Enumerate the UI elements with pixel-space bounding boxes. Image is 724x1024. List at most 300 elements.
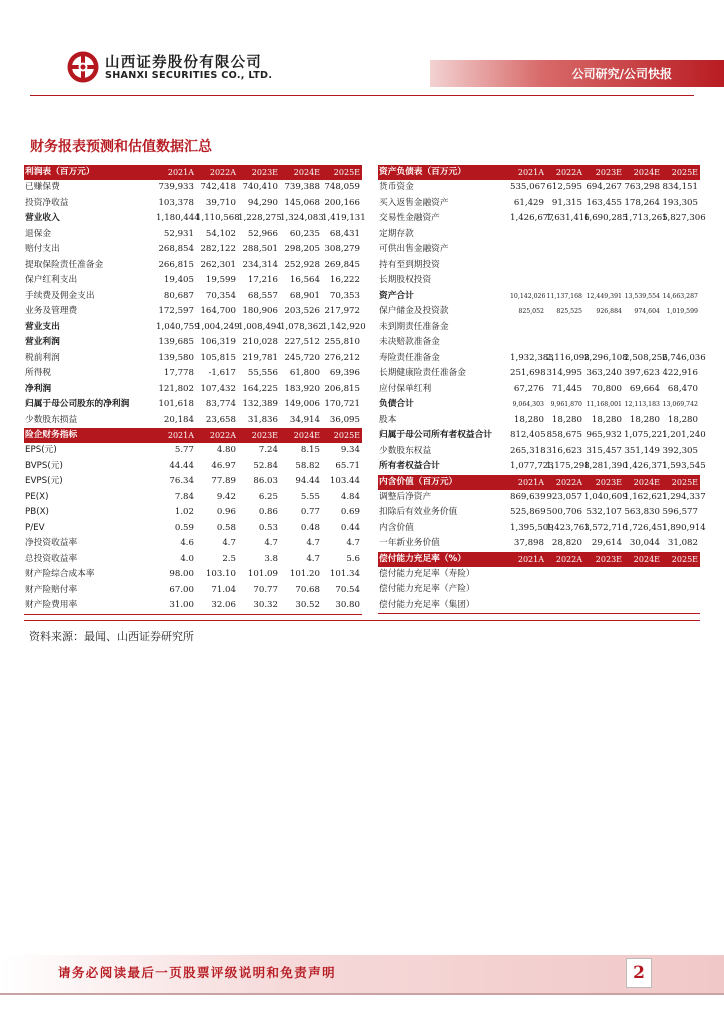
value-cell: 1,162,621 xyxy=(624,491,668,502)
row-label: 内含价值 xyxy=(379,522,414,533)
value-cell: 4.7 xyxy=(306,538,320,548)
footer-disclaimer: 请务必阅读最后一页股票评级说明和免责声明 xyxy=(58,965,337,980)
row-label: 买入返售金融资产 xyxy=(379,197,449,208)
value-cell: 20,184 xyxy=(163,414,194,425)
page-header xyxy=(0,0,724,100)
value-cell: 694,267 xyxy=(586,182,622,192)
value-cell: 314,995 xyxy=(546,368,582,378)
row-label: 财产险费用率 xyxy=(24,598,156,614)
value-cell: 70,353 xyxy=(329,290,360,301)
row-label: 少数股东权益 xyxy=(379,445,432,456)
value-cell: 30.52 xyxy=(280,598,322,614)
value-cell xyxy=(584,273,624,289)
table-row xyxy=(378,397,700,413)
value-cell: 392,305 xyxy=(662,445,698,456)
value-cell: 532,107 xyxy=(586,507,622,517)
value-cell: 269,845 xyxy=(324,259,360,270)
table-row xyxy=(378,413,700,429)
row-label: 股本 xyxy=(379,414,397,425)
value-cell: 4.7 xyxy=(222,538,236,548)
value-cell: 926,884 xyxy=(596,308,622,315)
value-cell: 265,318 xyxy=(510,445,546,456)
row-label: 所得税 xyxy=(25,368,52,378)
value-cell: 13,069,742 xyxy=(662,401,698,408)
value-cell: 132,389 xyxy=(242,399,278,409)
value-cell: 28,820 xyxy=(551,538,582,548)
value-cell xyxy=(624,258,662,274)
table-row xyxy=(378,258,700,274)
row-label: EPS(元) xyxy=(25,445,57,455)
value-cell: 1,040,609 xyxy=(584,491,628,502)
value-cell: 23,658 xyxy=(205,414,236,425)
value-cell: 163,455 xyxy=(586,197,622,208)
value-cell: 70.68 xyxy=(295,584,320,595)
table-row xyxy=(24,242,362,258)
value-cell xyxy=(624,598,662,614)
section-header-row xyxy=(378,475,700,490)
value-cell xyxy=(510,320,546,336)
table-row xyxy=(24,180,362,196)
value-cell: 14,663,287 xyxy=(662,292,698,300)
value-cell: 61,429 xyxy=(513,197,544,208)
row-label: 财产险综合成本率 xyxy=(25,569,95,579)
table-row xyxy=(24,459,362,475)
value-cell: 1,827,306 xyxy=(662,213,706,223)
value-cell: 308,279 xyxy=(324,244,360,254)
value-cell: 0.77 xyxy=(300,507,320,517)
value-cell: 1,726,451 xyxy=(624,522,668,533)
value-cell: 1,426,371 xyxy=(624,461,668,471)
value-cell: 105,815 xyxy=(200,352,236,363)
value-cell: 54,102 xyxy=(205,228,236,239)
value-cell: 1,890,914 xyxy=(662,522,706,533)
value-cell: 178,264 xyxy=(624,197,660,208)
table-row xyxy=(378,227,700,243)
year-header-cell: 2025E xyxy=(322,165,362,180)
value-cell: 563,830 xyxy=(624,507,660,517)
section-header-label: 内含价值（百万元） xyxy=(378,475,510,490)
value-cell xyxy=(624,242,662,258)
value-cell: 30,044 xyxy=(629,538,660,548)
value-cell: 145,068 xyxy=(284,197,320,208)
row-label: 偿付能力充足率（寿险） xyxy=(379,568,475,579)
value-cell: 4.6 xyxy=(180,538,194,548)
value-cell: 1,419,131 xyxy=(322,213,366,223)
value-cell: 9,064,303 xyxy=(512,401,544,408)
table-row xyxy=(378,521,700,537)
row-label: 所有者权益合计 xyxy=(379,461,440,471)
row-label: 负债合计 xyxy=(379,399,414,409)
table-row xyxy=(378,505,700,521)
row-label: 调整后净资产 xyxy=(379,491,432,502)
value-cell: 363,240 xyxy=(586,368,622,378)
value-cell: 4.7 xyxy=(264,538,278,548)
value-cell: 2,116,098 xyxy=(546,352,590,363)
value-cell: 351,149 xyxy=(624,445,660,456)
value-cell: 739,388 xyxy=(284,182,320,192)
value-cell xyxy=(584,258,624,274)
table-row xyxy=(24,227,362,243)
value-cell: 67,276 xyxy=(513,383,544,394)
section-header-row xyxy=(24,428,362,443)
value-cell: 30.80 xyxy=(322,598,362,614)
value-cell: 149,006 xyxy=(284,399,320,409)
value-cell xyxy=(546,320,584,336)
value-cell: 965,932 xyxy=(586,430,622,440)
value-cell: 812,405 xyxy=(510,430,546,440)
value-cell: 52,966 xyxy=(247,228,278,239)
value-cell: 206,815 xyxy=(324,383,360,394)
value-cell: 255,810 xyxy=(324,337,360,347)
table-row xyxy=(24,351,362,367)
value-cell: 2,296,108 xyxy=(584,352,628,363)
row-label: 偿付能力充足率（集团） xyxy=(378,598,510,614)
value-cell: 4.80 xyxy=(216,445,236,455)
table-row xyxy=(24,536,362,552)
value-cell: 10,142,026 xyxy=(510,292,546,300)
value-cell: 71,445 xyxy=(551,383,582,394)
row-label: P/EV xyxy=(25,522,45,533)
value-cell: 825,525 xyxy=(556,308,582,315)
value-cell xyxy=(624,567,662,583)
value-cell: 103.44 xyxy=(329,476,360,486)
value-cell: 17,216 xyxy=(247,275,278,285)
value-cell: 268,854 xyxy=(158,244,194,254)
value-cell: 68,431 xyxy=(329,228,360,239)
value-cell: 245,720 xyxy=(284,352,320,363)
value-cell xyxy=(624,320,662,336)
row-label: 长期健康险责任准备金 xyxy=(379,368,466,378)
table-row xyxy=(378,366,700,382)
value-cell: 9,961,870 xyxy=(550,401,582,408)
header-divider xyxy=(30,95,694,96)
value-cell: 612,595 xyxy=(546,182,582,192)
value-cell: 71.04 xyxy=(211,584,236,595)
row-label: 扣除后有效业务价值 xyxy=(379,507,458,517)
table-row xyxy=(24,289,362,305)
table-row xyxy=(378,196,700,212)
value-cell: 200,166 xyxy=(324,197,360,208)
value-cell: 16,564 xyxy=(289,275,320,285)
value-cell: 1,077,723 xyxy=(510,461,554,471)
value-cell: 1,019,599 xyxy=(666,308,698,315)
year-header-cell: 2022A xyxy=(196,428,238,443)
value-cell: 1,426,677 xyxy=(510,213,554,223)
value-cell: 748,059 xyxy=(324,182,360,192)
row-label: 保户储金及投资款 xyxy=(379,306,449,316)
value-cell: 315,457 xyxy=(586,445,622,456)
table-row xyxy=(378,428,700,444)
row-label: 未到期责任准备金 xyxy=(379,321,449,332)
value-cell: 2,746,036 xyxy=(662,352,706,363)
value-cell: 139,685 xyxy=(158,337,194,347)
table-row xyxy=(378,211,700,227)
table-row xyxy=(378,444,700,460)
value-cell: 316,623 xyxy=(546,445,582,456)
row-label: PB(X) xyxy=(25,507,49,517)
value-cell: 974,604 xyxy=(634,308,660,315)
value-cell xyxy=(584,582,624,598)
year-header-cell: 2023E xyxy=(238,428,280,443)
company-name-en: SHANXI SECURITIES CO., LTD. xyxy=(105,70,273,81)
table-row xyxy=(24,382,362,398)
value-cell xyxy=(624,335,662,351)
value-cell: 288,501 xyxy=(242,244,278,254)
value-cell: 86.03 xyxy=(253,476,278,486)
value-cell: 11,168,001 xyxy=(586,401,622,408)
value-cell: 39,710 xyxy=(205,197,236,208)
table-row xyxy=(378,582,700,598)
value-cell: 13,539,554 xyxy=(624,292,660,300)
row-label: 归属于母公司股东的净利润 xyxy=(25,399,130,409)
value-cell: 217,972 xyxy=(324,306,360,316)
value-cell: 266,815 xyxy=(158,259,194,270)
table-bottom-divider xyxy=(24,620,700,621)
report-section-label: 公司研究/公司快报 xyxy=(571,67,672,81)
value-cell: 0.69 xyxy=(340,507,360,517)
row-label: 少数股东损益 xyxy=(25,414,78,425)
value-cell: 103.10 xyxy=(205,569,236,579)
row-label: 营业收入 xyxy=(25,213,60,223)
value-cell xyxy=(662,598,700,614)
value-cell xyxy=(662,582,700,598)
value-cell: 219,781 xyxy=(242,352,278,363)
year-header-cell: 2021A xyxy=(156,428,196,443)
value-cell: 68,901 xyxy=(289,290,320,301)
value-cell: 164,700 xyxy=(200,306,236,316)
value-cell: 94,290 xyxy=(247,197,278,208)
value-cell: 58.82 xyxy=(295,460,320,471)
table-row xyxy=(378,320,700,336)
row-label: 保户红利支出 xyxy=(25,275,78,285)
table-row xyxy=(378,536,700,552)
value-cell: 18,280 xyxy=(591,414,622,425)
value-cell: 76.34 xyxy=(169,476,194,486)
value-cell: 500,706 xyxy=(546,507,582,517)
value-cell xyxy=(510,582,546,598)
value-cell: 91,315 xyxy=(551,197,582,208)
table-row xyxy=(24,413,362,429)
value-cell: 69,664 xyxy=(629,383,660,394)
value-cell xyxy=(584,242,624,258)
value-cell: 52,931 xyxy=(163,228,194,239)
value-cell: 1,040,759 xyxy=(156,321,200,332)
value-cell: 1,423,763 xyxy=(546,522,590,533)
table-row xyxy=(378,351,700,367)
value-cell xyxy=(546,242,584,258)
value-cell: 9.42 xyxy=(216,491,236,502)
value-cell xyxy=(510,335,546,351)
year-header-cell: 2022A xyxy=(546,165,584,180)
table-row xyxy=(24,598,362,614)
table-row xyxy=(24,474,362,490)
section-header-label: 偿付能力充足率（%） xyxy=(378,552,510,567)
table-row xyxy=(24,196,362,212)
right-financial-table xyxy=(378,165,706,614)
value-cell: 69,396 xyxy=(329,368,360,378)
row-label: 交易性金融资产 xyxy=(379,213,440,223)
year-header-cell: 2025E xyxy=(322,428,362,443)
value-cell: 180,906 xyxy=(242,306,278,316)
value-cell: 18,280 xyxy=(667,414,698,425)
value-cell: 234,314 xyxy=(242,259,278,270)
row-label: 财产险赔付率 xyxy=(25,584,78,595)
value-cell: 1,201,240 xyxy=(662,430,706,440)
value-cell: 19,405 xyxy=(163,275,194,285)
table-row xyxy=(378,598,700,614)
value-cell: 535,067 xyxy=(510,182,546,192)
value-cell: 1,932,383 xyxy=(510,352,554,363)
table-row xyxy=(24,552,362,568)
row-label: 净投资收益率 xyxy=(25,538,78,548)
value-cell: 32.06 xyxy=(196,598,238,614)
company-name-cn: 山西证券股份有限公司 xyxy=(105,55,262,71)
year-header-cell: 2021A xyxy=(510,552,546,567)
value-cell: 203,526 xyxy=(284,306,320,316)
value-cell: 825,052 xyxy=(518,308,544,315)
value-cell: 525,869 xyxy=(510,507,546,517)
value-cell: 397,623 xyxy=(624,368,660,378)
value-cell: 596,577 xyxy=(662,507,698,517)
value-cell xyxy=(510,227,546,243)
row-label: 投资净收益 xyxy=(25,197,69,208)
value-cell: 44.44 xyxy=(169,460,194,471)
year-header-cell: 2023E xyxy=(584,475,624,490)
value-cell: 101.34 xyxy=(329,569,360,579)
value-cell: 80,687 xyxy=(163,290,194,301)
value-cell: 1,078,362 xyxy=(280,321,324,332)
row-label: 长期股权投资 xyxy=(379,275,432,285)
value-cell: 3.8 xyxy=(264,553,278,564)
row-label: 业务及管理费 xyxy=(25,306,78,316)
value-cell xyxy=(546,582,584,598)
value-cell: 121,802 xyxy=(158,383,194,394)
shanxi-securities-logo-icon xyxy=(66,50,100,84)
value-cell: 17,778 xyxy=(163,368,194,378)
value-cell: 31.00 xyxy=(156,598,196,614)
value-cell: 7.24 xyxy=(258,445,278,455)
value-cell: 101,618 xyxy=(158,399,194,409)
value-cell: 1,294,337 xyxy=(662,491,706,502)
value-cell: 70,354 xyxy=(205,290,236,301)
value-cell: 834,151 xyxy=(662,182,698,192)
value-cell: 210,028 xyxy=(242,337,278,347)
table-row xyxy=(378,304,700,320)
value-cell xyxy=(584,598,624,614)
row-label: BVPS(元) xyxy=(25,460,63,471)
value-cell: 18,280 xyxy=(629,414,660,425)
value-cell xyxy=(662,242,700,258)
value-cell: 6.25 xyxy=(258,491,278,502)
value-cell: 83,774 xyxy=(205,399,236,409)
table-row xyxy=(378,180,700,196)
value-cell: 70.77 xyxy=(253,584,278,595)
value-cell: 12,113,183 xyxy=(624,401,660,408)
value-cell: 77.89 xyxy=(211,476,236,486)
value-cell: 0.53 xyxy=(258,522,278,533)
value-cell: 94.44 xyxy=(295,476,320,486)
value-cell: 4.7 xyxy=(306,553,320,564)
section-header-row xyxy=(24,165,362,180)
row-label: 归属于母公司所有者权益合计 xyxy=(379,430,492,440)
value-cell: 4.0 xyxy=(180,553,194,564)
row-label: 可供出售金融资产 xyxy=(379,244,449,254)
value-cell xyxy=(510,258,546,274)
row-label: 未决赔款准备金 xyxy=(379,337,440,347)
value-cell: 1,395,509 xyxy=(510,522,554,533)
value-cell xyxy=(624,227,662,243)
table-row xyxy=(24,320,362,336)
value-cell: 31,082 xyxy=(667,538,698,548)
value-cell: 5.6 xyxy=(346,553,360,564)
table-row xyxy=(378,382,700,398)
year-header-cell: 2024E xyxy=(280,165,322,180)
year-header-cell: 2023E xyxy=(584,165,624,180)
value-cell: 2,508,256 xyxy=(624,352,668,363)
table-row xyxy=(378,335,700,351)
table-row xyxy=(24,211,362,227)
value-cell: 742,418 xyxy=(200,182,236,192)
row-label: 一年新业务价值 xyxy=(379,538,440,548)
value-cell xyxy=(584,320,624,336)
table-row xyxy=(24,505,362,521)
value-cell xyxy=(584,335,624,351)
row-label: 提取保险责任准备金 xyxy=(25,259,104,270)
year-header-cell: 2021A xyxy=(510,165,546,180)
year-header-cell: 2022A xyxy=(196,165,238,180)
value-cell xyxy=(662,273,700,289)
row-label: 持有至到期投资 xyxy=(379,259,440,270)
row-label: 手续费及佣金支出 xyxy=(25,290,95,301)
value-cell: 106,319 xyxy=(200,337,236,347)
value-cell: 1,228,275 xyxy=(238,213,282,223)
value-cell: 139,580 xyxy=(158,352,194,363)
table-row xyxy=(24,490,362,506)
value-cell: 0.96 xyxy=(216,507,236,517)
table-row xyxy=(24,366,362,382)
value-cell xyxy=(662,320,700,336)
value-cell xyxy=(546,335,584,351)
value-cell: 763,298 xyxy=(624,182,660,192)
row-label: PE(X) xyxy=(25,491,49,502)
row-label: 总投资收益率 xyxy=(25,553,78,564)
year-header-cell: 2023E xyxy=(238,165,280,180)
value-cell: 5.77 xyxy=(174,445,194,455)
left-financial-table xyxy=(24,165,366,615)
section-header-row xyxy=(378,552,700,567)
value-cell: 30.32 xyxy=(238,598,280,614)
table-row xyxy=(378,459,700,475)
row-label: 资产合计 xyxy=(379,290,414,301)
value-cell: 1,004,249 xyxy=(196,321,240,332)
value-cell: 923,057 xyxy=(546,491,582,502)
value-cell: 107,432 xyxy=(200,383,236,394)
value-cell xyxy=(510,242,546,258)
section-header-label: 资产负债表（百万元） xyxy=(378,165,510,180)
table-row xyxy=(24,258,362,274)
value-cell xyxy=(662,567,700,583)
value-cell: 9.34 xyxy=(340,445,360,455)
value-cell xyxy=(584,567,624,583)
table-row xyxy=(378,490,700,506)
row-label: 税前利润 xyxy=(25,352,60,363)
value-cell: 0.48 xyxy=(300,522,320,533)
value-cell: 4.84 xyxy=(340,491,360,502)
value-cell: 67.00 xyxy=(169,584,194,595)
value-cell xyxy=(546,273,584,289)
value-cell: 1,175,298 xyxy=(546,461,590,471)
table-row xyxy=(24,397,362,413)
